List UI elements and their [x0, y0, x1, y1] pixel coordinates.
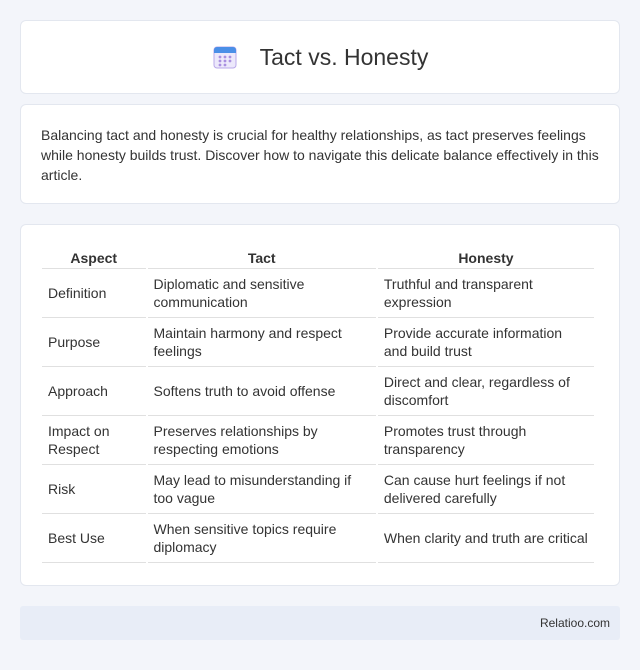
row-honesty-cell: Truthful and transparent expression	[378, 269, 594, 318]
row-honesty-cell: Can cause hurt feelings if not delivered carefully	[378, 465, 594, 514]
table-row	[42, 465, 594, 514]
row-aspect-cell: Best Use	[42, 514, 146, 563]
row-aspect-cell: Approach	[42, 367, 146, 416]
intro-card	[20, 104, 620, 204]
row-aspect-cell: Definition	[42, 269, 146, 318]
row-honesty-cell: Provide accurate information and build trust	[378, 318, 594, 367]
column-header-aspect: Aspect	[42, 245, 146, 269]
page-title: Tact vs. Honesty	[259, 43, 429, 70]
footer-site-name: Relatioo.com	[539, 616, 610, 630]
intro-paragraph: Balancing tact and honesty is crucial for healthy relationships, as tact preserves feelings while honesty builds trust. Discover how to navigate this delicate balance effectively in this article.	[41, 127, 599, 183]
row-tact-cell: Diplomatic and sensitive communication	[148, 269, 376, 318]
table-row	[42, 367, 594, 416]
calendar-icon	[212, 44, 238, 70]
table-row	[42, 416, 594, 465]
table-row	[42, 269, 594, 318]
comparison-table	[40, 245, 596, 563]
table-row	[42, 514, 594, 563]
table-row	[42, 318, 594, 367]
row-tact-cell: Softens truth to avoid offense	[148, 367, 376, 416]
column-header-honesty: Honesty	[378, 245, 594, 269]
row-tact-cell: Maintain harmony and respect feelings	[148, 318, 376, 367]
column-header-tact: Tact	[148, 245, 376, 269]
row-aspect-cell: Impact on Respect	[42, 416, 146, 465]
row-honesty-cell: Direct and clear, regardless of discomfort	[378, 367, 594, 416]
row-aspect-cell: Purpose	[42, 318, 146, 367]
row-aspect-cell: Risk	[42, 465, 146, 514]
row-honesty-cell: Promotes trust through transparency	[378, 416, 594, 465]
table-header-row	[42, 245, 594, 269]
footer	[20, 606, 620, 640]
row-tact-cell: May lead to misunderstanding if too vague	[148, 465, 376, 514]
comparison-card	[20, 224, 620, 586]
title-card	[20, 20, 620, 94]
row-tact-cell: Preserves relationships by respecting emotions	[148, 416, 376, 465]
row-tact-cell: When sensitive topics require diplomacy	[148, 514, 376, 563]
row-honesty-cell: When clarity and truth are critical	[378, 514, 594, 563]
